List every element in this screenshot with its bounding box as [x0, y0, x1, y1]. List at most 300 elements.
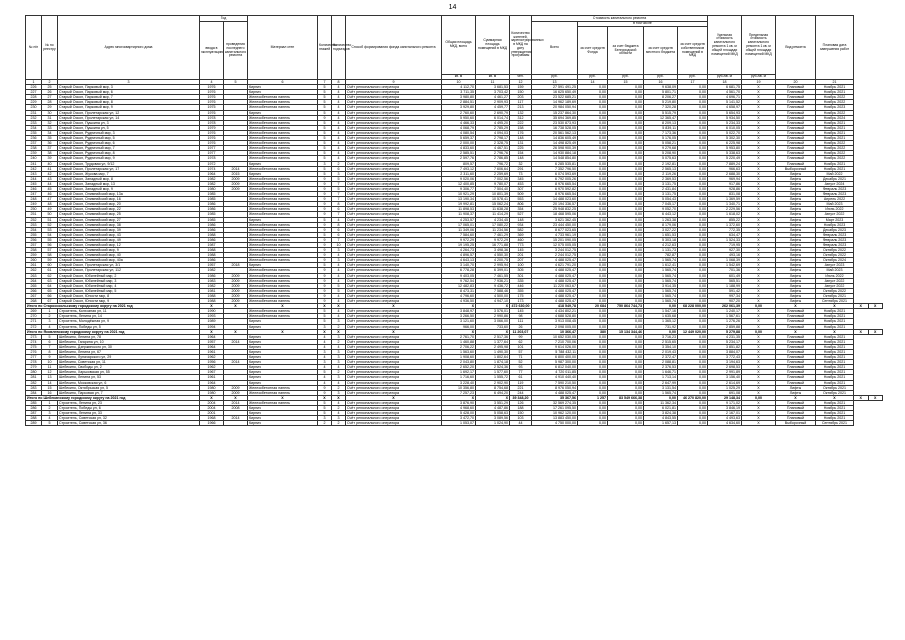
table-cell: Ноябрь 2021: [816, 120, 854, 125]
table-cell: 2: [332, 324, 346, 329]
subtotal-cell: Х: [224, 329, 248, 334]
table-cell: 1 340,71: [708, 202, 742, 207]
subtotal-cell: Х: [476, 395, 510, 400]
table-cell: 2 688,30: [708, 171, 742, 176]
table-cell: 5: [318, 120, 332, 125]
table-cell: 188: [510, 406, 532, 411]
table-cell: 9: [318, 222, 332, 227]
table-cell: 0,00: [608, 85, 644, 90]
table-cell: 11 234,56: [476, 227, 510, 232]
subtotal-cell: 380: [578, 329, 608, 334]
table-cell: 145: [510, 309, 532, 314]
table-cell: Железобетонная панель: [248, 197, 318, 202]
table-cell: 26: [510, 324, 532, 329]
table-cell: 4 720 011,85: [532, 370, 578, 375]
table-cell: 5: [318, 136, 332, 141]
table-cell: Шебекино, Октябрьская ул, 5: [58, 385, 200, 390]
table-cell: 1979: [200, 125, 224, 130]
table-cell: 14 930 884,18: [532, 151, 578, 156]
table-cell: 3: [332, 360, 346, 365]
table-cell: 8 179,06: [644, 222, 678, 227]
table-cell: 4: [332, 85, 346, 90]
table-cell: Счёт регионального оператора: [346, 136, 442, 141]
table-cell: 5: [318, 141, 332, 146]
table-cell: Счёт регионального оператора: [346, 232, 442, 237]
unit-chel: чел.: [510, 75, 532, 80]
table-cell: Лифты: [776, 253, 816, 258]
table-cell: 231: [26, 110, 42, 115]
table-cell: 4 488 025,47: [532, 273, 578, 278]
table-cell: 1986: [200, 207, 224, 212]
table-cell: 9 403,05: [442, 273, 476, 278]
table-cell: Плановый: [776, 141, 816, 146]
table-cell: 29: [42, 105, 58, 110]
table-cell: 13 190,34: [442, 197, 476, 202]
table-cell: Железобетонная панель: [248, 243, 318, 248]
col-plan-date: Плановая дата завершения работ: [816, 16, 854, 80]
table-cell: 782,87: [644, 253, 678, 258]
table-cell: 99: [510, 334, 532, 339]
table-cell: 0,00: [678, 227, 708, 232]
table-cell: Счёт регионального оператора: [346, 237, 442, 242]
table-cell: Плановый: [776, 406, 816, 411]
table-cell: 1 565,74: [644, 299, 678, 304]
table-cell: Счёт регионального оператора: [346, 416, 442, 421]
table-cell: 11 414,29: [476, 212, 510, 217]
table-cell: Плановый: [776, 349, 816, 354]
col-no: № п/п: [26, 16, 42, 80]
table-cell: 831,08: [708, 192, 742, 197]
col-incl-group: в том числе: [578, 22, 708, 27]
table-cell: 1985: [200, 197, 224, 202]
table-cell: 12 482,83: [442, 283, 476, 288]
table-cell: Плановый: [776, 314, 816, 319]
table-cell: 5: [318, 217, 332, 222]
table-cell: 2: [332, 385, 346, 390]
table-cell: Лифты: [776, 243, 816, 248]
table-cell: Кирпич: [248, 334, 318, 339]
table-cell: 6 021,81: [644, 406, 678, 411]
table-cell: 5: [318, 263, 332, 268]
table-cell: 5: [318, 411, 332, 416]
table-cell: 4: [332, 309, 346, 314]
table-cell: 0,00: [578, 243, 608, 248]
table-cell: 20 561 562,13: [532, 130, 578, 135]
table-cell: 0,00: [578, 146, 608, 151]
table-cell: 0,00: [608, 314, 644, 319]
table-cell: 28: [42, 100, 58, 105]
table-cell: 1976: [200, 130, 224, 135]
table-cell: Счёт регионального оператора: [346, 176, 442, 181]
subtotal-cell: Х: [318, 304, 332, 309]
table-cell: Счёт регионального оператора: [346, 390, 442, 395]
table-cell: Плановый: [776, 105, 816, 110]
table-cell: Декабрь 2021: [816, 176, 854, 181]
table-cell: Старый Оскол, Юбилейный мкр, 2: [58, 273, 200, 278]
table-cell: 4 488 025,47: [532, 278, 578, 283]
table-cell: 0,00: [678, 130, 708, 135]
table-cell: 2 495,98: [476, 344, 510, 349]
table-cell: Счёт регионального оператора: [346, 105, 442, 110]
table-cell: Октябрь 2021: [816, 293, 854, 298]
table-cell: 270: [26, 314, 42, 319]
unit-rub: руб.: [678, 75, 708, 80]
table-cell: 49: [42, 207, 58, 212]
table-cell: 3 913 008,45: [532, 319, 578, 324]
table-cell: 4: [318, 334, 332, 339]
table-cell: 0,00: [578, 192, 608, 197]
table-cell: 11 349,06: [442, 227, 476, 232]
table-cell: Счёт регионального оператора: [346, 125, 442, 130]
table-cell: Железобетонная панель: [248, 283, 318, 288]
table-cell: 0,00: [678, 105, 708, 110]
table-cell: 4: [332, 293, 346, 298]
table-cell: 5: [332, 186, 346, 191]
table-cell: 4 461,27: [476, 95, 510, 100]
table-cell: 2001: [200, 411, 224, 416]
table-cell: Х: [742, 161, 776, 166]
table-cell: 0,00: [578, 248, 608, 253]
table-cell: Кирпич: [248, 339, 318, 344]
table-cell: 0,00: [608, 197, 644, 202]
table-cell: 4: [332, 90, 346, 95]
table-cell: Х: [742, 416, 776, 421]
table-cell: Февраль 2023: [816, 192, 854, 197]
table-cell: 7 493,12: [442, 166, 476, 171]
table-cell: Счёт регионального оператора: [346, 293, 442, 298]
table-cell: 0,00: [608, 375, 644, 380]
table-cell: 73: [510, 171, 532, 176]
table-cell: Ноябрь 2021: [816, 125, 854, 130]
table-cell: Лифты: [776, 181, 816, 186]
table-cell: Май 2023: [816, 202, 854, 207]
table-cell: Х: [742, 90, 776, 95]
table-cell: Плановый: [776, 339, 816, 344]
table-cell: Плановый: [776, 125, 816, 130]
table-cell: 3 498,36: [476, 248, 510, 253]
table-cell: 0,00: [678, 181, 708, 186]
table-cell: 0,00: [678, 293, 708, 298]
table-cell: 0,00: [578, 406, 608, 411]
table-cell: Ноябрь 2021: [816, 334, 854, 339]
table-cell: 0,00: [678, 334, 708, 339]
table-cell: Октябрь 2024: [816, 258, 854, 263]
table-cell: Х: [742, 85, 776, 90]
table-cell: Счёт регионального оператора: [346, 115, 442, 120]
table-cell: 257: [26, 243, 42, 248]
table-cell: 1 524,33: [708, 237, 742, 242]
table-cell: Строитель, Ленина ул, 33: [58, 411, 200, 416]
table-cell: 38: [42, 151, 58, 156]
column-number: 20: [776, 80, 816, 85]
table-cell: Старый Оскол, Олимпийский мкр, 40а: [58, 258, 200, 263]
table-cell: 13 883 450,00: [532, 416, 578, 421]
table-cell: 0,00: [678, 212, 708, 217]
table-cell: 2 902,90: [476, 380, 510, 385]
table-cell: Лифты: [776, 248, 816, 253]
table-cell: 39: [42, 156, 58, 161]
table-cell: 6 812 040,00: [532, 365, 578, 370]
subtotal-cell: Х: [868, 329, 883, 334]
table-cell: 0,00: [608, 278, 644, 283]
table-cell: 98: [510, 314, 532, 319]
table-cell: Железобетонная панель: [248, 146, 318, 151]
table-cell: Счёт регионального оператора: [346, 161, 442, 166]
table-cell: 254: [26, 227, 42, 232]
table-cell: 2 785,29: [476, 125, 510, 130]
table-header: [26, 16, 883, 85]
table-cell: 7 588,46: [476, 288, 510, 293]
table-cell: 0,00: [578, 370, 608, 375]
table-cell: 0,00: [608, 151, 644, 156]
table-cell: 2 019,43: [644, 349, 678, 354]
table-cell: 41: [42, 166, 58, 171]
table-cell: Старый Оскол, Олимпийский мкр, 25: [58, 212, 200, 217]
table-cell: 1 563,60: [442, 349, 476, 354]
table-cell: Старый Оскол, Юности мкр, 9: [58, 299, 200, 304]
table-cell: 3 711,35: [442, 90, 476, 95]
table-cell: 0,00: [678, 237, 708, 242]
table-cell: 4: [332, 100, 346, 105]
table-cell: 4 733 961,19: [532, 232, 578, 237]
table-cell: Ноябрь 2022: [816, 156, 854, 161]
table-cell: Х: [742, 319, 776, 324]
table-cell: Лифты: [776, 278, 816, 283]
table-cell: Счёт регионального оператора: [346, 202, 442, 207]
table-cell: 10 801,39: [476, 192, 510, 197]
table-cell: 460: [510, 237, 532, 242]
table-cell: Счёт регионального оператора: [346, 100, 442, 105]
unit-rub-sqm: руб./кв. м: [708, 75, 742, 80]
subtotal-cell: 0,00: [742, 329, 776, 334]
table-cell: 239: [26, 151, 42, 156]
table-cell: 0,00: [678, 268, 708, 273]
table-cell: 1986: [200, 222, 224, 227]
table-cell: 11 362,34: [644, 400, 678, 405]
table-cell: 61: [510, 375, 532, 380]
table-cell: Железобетонная панель: [248, 141, 318, 146]
subtotal-cell: Х: [248, 395, 318, 400]
table-cell: Плановый: [776, 400, 816, 405]
table-cell: 3: [332, 171, 346, 176]
table-cell: 13: [42, 375, 58, 380]
table-cell: Ноябрь 2021: [816, 370, 854, 375]
table-cell: Ноябрь 2022: [816, 110, 854, 115]
table-cell: 0,00: [578, 237, 608, 242]
subtotal-cell: Х: [346, 329, 442, 334]
table-cell: 2 259,69: [476, 171, 510, 176]
table-cell: 997,34: [708, 293, 742, 298]
table-cell: Плановый: [776, 136, 816, 141]
table-cell: 9: [318, 283, 332, 288]
subtotal-cell: 12 449 020,00: [678, 329, 708, 334]
table-cell: 0,00: [678, 197, 708, 202]
table-cell: 5 338,63: [708, 151, 742, 156]
table-cell: 285: [26, 400, 42, 405]
table-cell: 446: [510, 283, 532, 288]
table-cell: 2 909,93: [476, 100, 510, 105]
table-cell: 0,00: [608, 334, 644, 339]
table-cell: 2 706,22: [442, 344, 476, 349]
table-cell: Лифты: [776, 258, 816, 263]
table-cell: 0,00: [608, 212, 644, 217]
table-cell: Старый Оскол, Олимпийский мкр, 39: [58, 227, 200, 232]
table-cell: Старый Оскол, Западный мкр, 13: [58, 181, 200, 186]
table-cell: 262: [26, 268, 42, 273]
table-cell: 0,00: [678, 125, 708, 130]
table-cell: 1 565,74: [644, 390, 678, 395]
table-cell: 2 311,60: [442, 171, 476, 176]
table-cell: 2004: [200, 400, 224, 405]
table-cell: 4: [332, 217, 346, 222]
table-cell: 4 068,79: [442, 125, 476, 130]
table-cell: 3 681,53: [476, 85, 510, 90]
column-number: 13: [532, 80, 578, 85]
table-cell: 25: [42, 85, 58, 90]
table-cell: 1 565,74: [644, 268, 678, 273]
table-cell: 5: [318, 130, 332, 135]
table-cell: 2: [332, 421, 346, 426]
table-cell: 27: [42, 95, 58, 100]
table-cell: Август 2022: [816, 212, 854, 217]
table-cell: Кирпич: [248, 161, 318, 166]
table-cell: 4 833,60: [442, 146, 476, 151]
table-cell: Плановый: [776, 146, 816, 151]
table-cell: 8: [42, 349, 58, 354]
table-cell: 0,00: [608, 146, 644, 151]
table-cell: Плановый: [776, 115, 816, 120]
table-cell: 8: [332, 222, 346, 227]
table-cell: 5 801,71: [644, 90, 678, 95]
column-number: 17: [678, 80, 708, 85]
table-cell: 272: [26, 324, 42, 329]
table-cell: 4: [332, 125, 346, 130]
table-cell: 4 234,45: [476, 217, 510, 222]
table-cell: 23 444 450,00: [532, 222, 578, 227]
table-cell: 158: [510, 125, 532, 130]
table-cell: 335: [510, 278, 532, 283]
table-cell: 0,00: [608, 380, 644, 385]
table-cell: 0,00: [608, 268, 644, 273]
table-cell: 3 131,75: [644, 181, 678, 186]
subtotal-cell: Х: [442, 304, 476, 309]
table-cell: 23 522 685,21: [532, 95, 578, 100]
table-cell: 9: [318, 176, 332, 181]
col-unit-cost: Удельная стоимость капитального ремонта 1 кв. м общей площади помещений МКД: [708, 16, 742, 75]
table-cell: 1 716,60: [442, 375, 476, 380]
subtotal-cell: Х: [442, 395, 476, 400]
table-cell: 9 972,29: [442, 237, 476, 242]
table-cell: 0,00: [678, 339, 708, 344]
table-cell: 229: [26, 100, 42, 105]
table-cell: Кирпич: [248, 360, 318, 365]
subtotal-cell: 29 148,34: [708, 395, 742, 400]
table-cell: Счёт регионального оператора: [346, 146, 442, 151]
table-cell: Железобетонная панель: [248, 100, 318, 105]
table-cell: 233: [26, 120, 42, 125]
table-cell: Железобетонная панель: [248, 130, 318, 135]
table-cell: Строитель, Советская ул, 36: [58, 421, 200, 426]
table-cell: 7: [332, 192, 346, 197]
table-cell: 4 643,13: [442, 258, 476, 263]
table-cell: 0,00: [578, 217, 608, 222]
table-cell: 0,00: [608, 273, 644, 278]
table-cell: Август 2022: [816, 283, 854, 288]
table-cell: 230: [26, 105, 42, 110]
table-cell: 5 141,52: [708, 100, 742, 105]
subtotal-cell: Х: [332, 395, 346, 400]
table-cell: Июль 2022: [816, 273, 854, 278]
table-cell: 0,00: [678, 406, 708, 411]
table-cell: Счёт регионального оператора: [346, 207, 442, 212]
table-cell: Плановый: [776, 309, 816, 314]
table-cell: 7 173,36: [644, 130, 678, 135]
table-cell: 44: [510, 421, 532, 426]
unit-rub: руб.: [578, 75, 608, 80]
table-cell: 1956: [200, 360, 224, 365]
table-cell: 1989: [200, 319, 224, 324]
table-cell: 3 914,35: [644, 283, 678, 288]
table-cell: 0,00: [678, 355, 708, 360]
table-cell: 4 487,86: [476, 406, 510, 411]
table-cell: 493,16: [708, 253, 742, 258]
table-cell: 9 780,07: [476, 181, 510, 186]
table-cell: Счёт регионального оператора: [346, 258, 442, 263]
table-cell: 287: [26, 411, 42, 416]
table-cell: 1 490,30: [476, 349, 510, 354]
table-cell: Май 2023: [816, 268, 854, 273]
table-cell: 3 884,07: [708, 349, 742, 354]
table-cell: 148: [510, 217, 532, 222]
table-cell: 14 962 189,69: [532, 100, 578, 105]
table-cell: 7 590 210,50: [532, 380, 578, 385]
table-cell: 5: [318, 151, 332, 156]
table-cell: Ноябрь 2023: [816, 105, 854, 110]
table-cell: 0,00: [578, 334, 608, 339]
table-cell: Февраль 2023: [816, 232, 854, 237]
table-cell: 966,63: [708, 166, 742, 171]
col-year-group: Год: [200, 16, 248, 22]
table-cell: 634,47: [708, 232, 742, 237]
table-cell: Ноябрь 2021: [816, 324, 854, 329]
table-cell: 277: [26, 355, 42, 360]
table-cell: 1988: [200, 232, 224, 237]
table-cell: Счёт регионального оператора: [346, 192, 442, 197]
table-cell: 248: [26, 197, 42, 202]
table-cell: 0,00: [578, 293, 608, 298]
table-cell: 1 908,60: [442, 355, 476, 360]
table-cell: 1972: [200, 161, 224, 166]
table-cell: 9: [318, 115, 332, 120]
table-cell: 0,00: [608, 360, 644, 365]
table-cell: 5: [318, 85, 332, 90]
table-cell: 2009: [224, 390, 248, 395]
table-cell: 4: [332, 253, 346, 258]
table-cell: 1982: [200, 283, 224, 288]
table-cell: 4 493,63: [708, 416, 742, 421]
table-cell: 238: [26, 146, 42, 151]
table-cell: Счёт регионального оператора: [346, 411, 442, 416]
table-cell: 0,00: [608, 299, 644, 304]
table-cell: Лифты: [776, 192, 816, 197]
table-cell: 7 606,64: [476, 166, 510, 171]
col-fund: за счет средств Фонда: [578, 27, 608, 75]
table-cell: 1983: [200, 278, 224, 283]
table-cell: 2: [42, 406, 58, 411]
table-cell: 4 231,35: [708, 334, 742, 339]
table-cell: Ноябрь 2021: [816, 314, 854, 319]
col-floors: Количество этажей: [318, 16, 332, 80]
